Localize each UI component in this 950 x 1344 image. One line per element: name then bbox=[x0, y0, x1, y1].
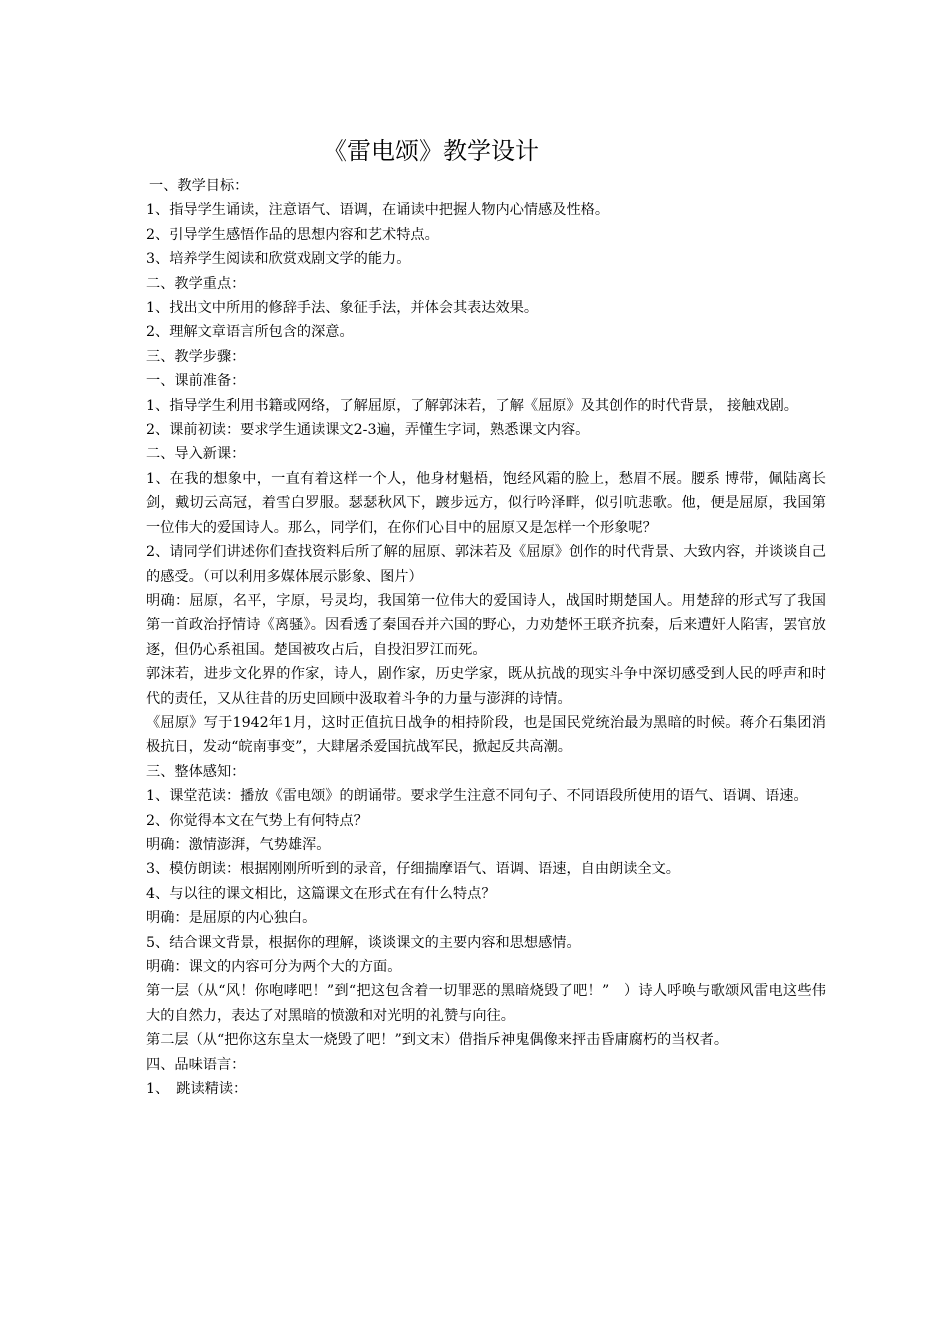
paragraph: 第二层（从“把你这东皇太一烧毁了吧！”到文末）借指斥神鬼偶像来抨击昏庸腐朽的当权者。 bbox=[146, 1032, 729, 1049]
document-body bbox=[146, 174, 826, 1101]
paragraph: 2、引导学生感悟作品的思想内容和艺术特点。 bbox=[146, 226, 439, 243]
paragraph: 1、指导学生利用书籍或网络，了解屈原，了解郭沫若，了解《屈原》及其创作的时代背景， 接触戏剧。 bbox=[146, 397, 798, 414]
paragraph: 3、模仿朗读：根据刚刚所听到的录音，仔细揣摩语气、语调、语速，自由朗读全文。 bbox=[146, 861, 680, 878]
paragraph: 4、与以往的课文相比，这篇课文在形式在有什么特点？ bbox=[146, 885, 496, 902]
paragraph: 1、课堂范读：播放《雷电颂》的朗诵带。要求学生注意不同句子、不同语段所使用的语气、语调、语速。 bbox=[146, 788, 808, 805]
paragraph: 1、 跳读精读： bbox=[146, 1081, 248, 1098]
paragraph: 四、品味语言： bbox=[146, 1056, 246, 1073]
paragraph: 明确：激情澎湃，气势雄浑。 bbox=[146, 836, 331, 853]
paragraph: 2、课前初读：要求学生通读课文2-3遍，弄懂生字词，熟悉课文内容。 bbox=[146, 422, 590, 439]
paragraph: 1、指导学生诵读，注意语气、语调，在诵读中把握人物内心情感及性格。 bbox=[146, 202, 610, 219]
paragraph: 5、结合课文背景，根据你的理解，谈谈课文的主要内容和思想感情。 bbox=[146, 934, 581, 951]
paragraph: 2、请同学们讲述你们查找资料后所了解的屈原、郭沫若及《屈原》创作的时代背景、大致内容，并谈谈自己的感受。（可以利用多媒体展示影象、图片） bbox=[146, 544, 826, 585]
paragraph: 第一层（从“风！你咆哮吧！”到“把这包含着一切罪恶的黑暗烧毁了吧！” ）诗人呼唤与歌颂风雷电这些伟大的自然力，表达了对黑暗的愤激和对光明的礼赞与向往。 bbox=[146, 983, 826, 1024]
paragraph: 郭沫若，进步文化界的作家，诗人，剧作家，历史学家，既从抗战的现实斗争中深切感受到人民的呼声和时代的责任，又从往昔的历史回顾中汲取着斗争的力量与澎湃的诗情。 bbox=[146, 666, 826, 707]
paragraph: 3、培养学生阅读和欣赏戏剧文学的能力。 bbox=[146, 251, 411, 268]
document-title: 《雷电颂》教学设计 bbox=[323, 137, 539, 165]
paragraph: 明确：课文的内容可分为两个大的方面。 bbox=[146, 959, 402, 975]
paragraph: 2、你觉得本文在气势上有何特点？ bbox=[146, 812, 368, 829]
paragraph: 三、整体感知： bbox=[146, 763, 246, 780]
paragraph: 2、理解文章语言所包含的深意。 bbox=[146, 324, 354, 341]
paragraph: 三、教学步骤： bbox=[146, 348, 246, 365]
paragraph: 二、教学重点： bbox=[146, 275, 246, 292]
paragraph: 一、课前准备： bbox=[146, 373, 246, 390]
paragraph: 《屈原》写于1942年1月，这时正值抗日战争的相持阶段，也是国民党统治最为黑暗的时候。蒋介石集团消极抗日，发动“皖南事变”，大肆屠杀爱国抗战军民，掀起反共高潮。 bbox=[146, 714, 826, 756]
paragraph: 1、在我的想象中，一直有着这样一个人，他身材魁梧，饱经风霜的脸上，愁眉不展。腰系 博带，佩陆离长剑，戴切云高冠，着雪白罗服。瑟瑟秋风下，踱步远方，似行吟泽畔，似引吭悲歌。他，便是屈原，我国第一位伟大的爱国诗人。那么，同学们，在你们心目中的屈原又是怎样一个形象呢？ bbox=[146, 470, 826, 536]
paragraph: 1、找出文中所用的修辞手法、象征手法，并体会其表达效果。 bbox=[146, 300, 539, 317]
paragraph: 一、教学目标： bbox=[149, 178, 249, 194]
paragraph: 明确：屈原，名平，字原，号灵均，我国第一位伟大的爱国诗人，战国时期楚国人。用楚辞的形式写了我国第一首政治抒情诗《离骚》。因看透了秦国吞并六国的野心，力劝楚怀王联齐抗秦，后来遭奸人陷害，罢官放逐，但仍心系祖国。楚国被攻占后，自投汨罗江而死。 bbox=[146, 592, 826, 658]
paragraph: 明确：是屈原的内心独白。 bbox=[146, 910, 317, 927]
paragraph: 二、导入新课： bbox=[146, 446, 246, 463]
